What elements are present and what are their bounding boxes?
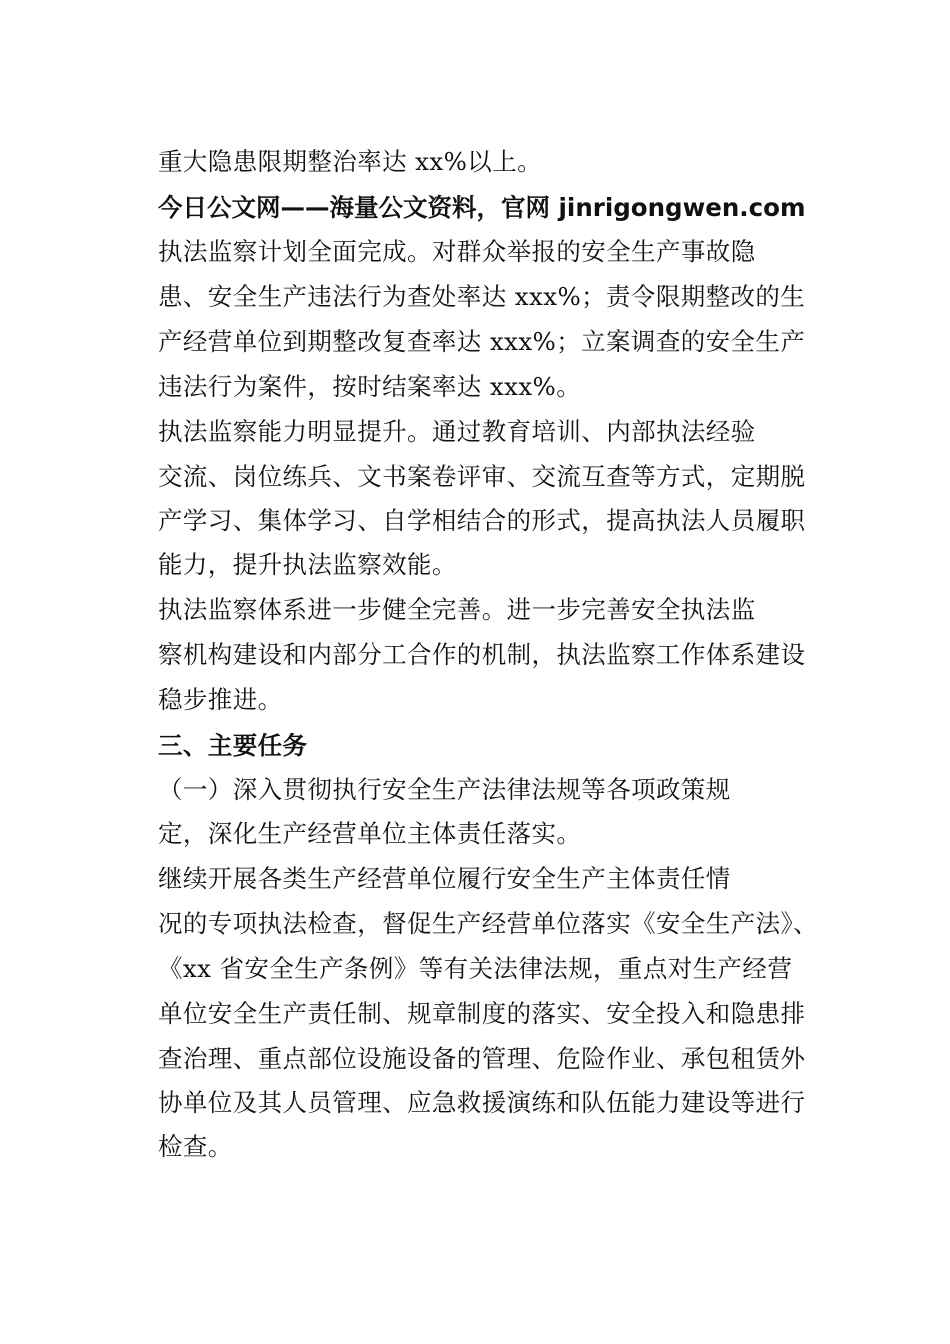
text-line: 违法行为案件，按时结案率达 xxx%。 — [158, 372, 582, 401]
text-line: 定，深化生产经营单位主体责任落实。 — [158, 819, 582, 848]
text-line: 协单位及其人员管理、应急救援演练和队伍能力建设等进行 — [158, 1088, 806, 1117]
text-line: 重大隐患限期整治率达 xx%以上。 — [158, 147, 543, 176]
text-line: 继续开展各类生产经营单位履行安全生产主体责任情 — [158, 864, 731, 893]
text-line: 况的专项执法检查，督促生产经营单位落实《安全生产法》、 — [158, 909, 819, 938]
text-line: 单位安全生产责任制、规章制度的落实、安全投入和隐患排 — [158, 999, 806, 1028]
text-line: 能力，提升执法监察效能。 — [158, 550, 457, 579]
subsection-heading: （一）深入贯彻执行安全生产法律法规等各项政策规 — [158, 775, 731, 804]
section-heading: 三、主要任务 — [158, 731, 308, 760]
text-line: 查治理、重点部位设施设备的管理、危险作业、承包租赁外 — [158, 1044, 806, 1073]
text-line: 《xx 省安全生产条例》等有关法律法规，重点对生产经营 — [158, 954, 793, 983]
text-line: 患、安全生产违法行为查处率达 xxx%；责令限期整改的生 — [158, 282, 806, 311]
text-line: 执法监察能力明显提升。通过教育培训、内部执法经验 — [158, 417, 756, 446]
text-line: 交流、岗位练兵、文书案卷评审、交流互查等方式，定期脱 — [158, 462, 806, 491]
text-line: 稳步推进。 — [158, 685, 283, 714]
text-line: 产经营单位到期整改复查率达 xxx%；立案调查的安全生产 — [158, 327, 806, 356]
text-line: 察机构建设和内部分工合作的机制，执法监察工作体系建设 — [158, 640, 806, 669]
text-line: 执法监察计划全面完成。对群众举报的安全生产事故隐 — [158, 237, 756, 266]
text-line: 检查。 — [158, 1132, 233, 1161]
website-banner: 今日公文网——海量公文资料，官网 jinrigongwen.com — [158, 193, 806, 222]
text-line: 执法监察体系进一步健全完善。进一步完善安全执法监 — [158, 595, 756, 624]
text-line: 产学习、集体学习、自学相结合的形式，提高执法人员履职 — [158, 506, 806, 535]
